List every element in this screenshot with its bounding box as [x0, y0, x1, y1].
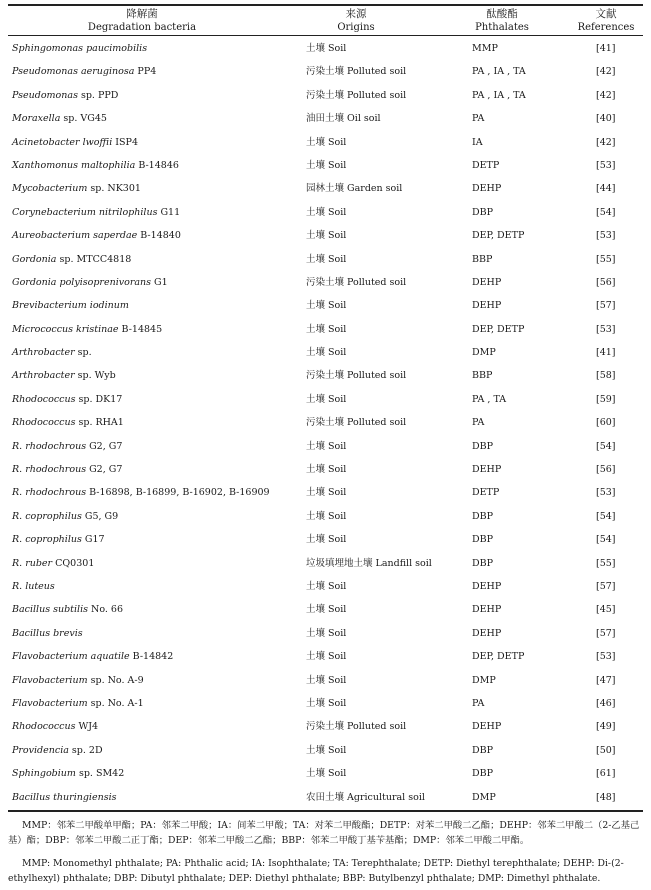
bacteria-cell — [12, 598, 123, 621]
origin-cell: 土壤 Soil — [306, 627, 347, 639]
bacteria-species: Acinetobacter lwoffii — [12, 136, 113, 148]
reference-cell: [47] — [596, 674, 616, 686]
bacteria-species: Flavobacterium — [12, 674, 88, 686]
reference-cell: [40] — [596, 113, 616, 125]
bacteria-species: R. coprophilus — [12, 534, 82, 546]
phthalate-cell: DEP, DETP — [472, 651, 525, 663]
bacteria-cell — [12, 107, 107, 130]
bacteria-cell — [12, 739, 103, 762]
reference-cell: [58] — [596, 370, 616, 382]
table-row — [0, 364, 651, 387]
phthalate-cell: PA , IA , TA — [472, 66, 526, 78]
bacteria-strain: B-14840 — [137, 230, 181, 242]
origin-cell: 土壤 Soil — [306, 534, 347, 546]
phthalate-cell: PA , IA , TA — [472, 89, 526, 101]
reference-cell: [46] — [596, 697, 616, 709]
bacteria-cell — [12, 154, 179, 177]
table-row — [0, 505, 651, 528]
phthalate-cell: DEHP — [472, 721, 502, 733]
reference-cell: [41] — [596, 43, 616, 54]
reference-cell: [54] — [596, 510, 616, 522]
bacteria-species: Bacillus thuringiensis — [12, 791, 117, 803]
reference-cell: [42] — [596, 89, 616, 101]
bacteria-species: Sphingobium — [12, 768, 76, 780]
phthalate-cell: MMP — [472, 43, 498, 54]
origin-cell: 土壤 Soil — [306, 510, 347, 522]
bacteria-cell — [12, 481, 270, 504]
phthalate-cell: DEHP — [472, 183, 502, 195]
reference-cell: [44] — [596, 183, 616, 195]
table-body — [0, 37, 651, 809]
table-row — [0, 341, 651, 364]
bacteria-species: Gordonia — [12, 253, 57, 265]
bacteria-strain: sp. SM42 — [75, 768, 125, 780]
phthalate-cell: DMP — [472, 674, 496, 686]
phthalate-cell: DBP — [472, 534, 493, 546]
origin-cell: 农田土壤 Agricultural soil — [306, 791, 425, 803]
bacteria-species: Providencia — [12, 744, 69, 756]
header-references-en: References — [577, 22, 635, 33]
reference-cell: [60] — [596, 417, 616, 429]
bacteria-cell — [12, 341, 92, 364]
reference-cell: [50] — [596, 744, 616, 756]
table-row — [0, 411, 651, 434]
bacteria-strain: B-14846 — [135, 159, 179, 171]
table-row — [0, 645, 651, 668]
table-row — [0, 528, 651, 551]
table-row — [0, 177, 651, 200]
table-row — [0, 575, 651, 598]
bacteria-strain: G2, G7 — [86, 440, 123, 452]
bacteria-strain: sp. No. A-1 — [87, 697, 144, 709]
bacteria-cell — [12, 177, 141, 200]
phthalate-cell: PA — [472, 113, 485, 125]
bacteria-species: R. coprophilus — [12, 510, 82, 522]
bacteria-species: Flavobacterium aquatile — [12, 651, 130, 663]
table-row — [0, 715, 651, 738]
origin-cell: 园林土壤 Garden soil — [306, 183, 403, 195]
origin-cell: 土壤 Soil — [306, 487, 347, 499]
bacteria-strain: G17 — [81, 534, 105, 546]
phthalate-cell: DEHP — [472, 464, 502, 476]
reference-cell: [53] — [596, 159, 616, 171]
table-row — [0, 598, 651, 621]
table-row — [0, 154, 651, 177]
reference-cell: [57] — [596, 300, 616, 312]
reference-cell: [49] — [596, 721, 616, 733]
table-row — [0, 622, 651, 645]
bacteria-species: Micrococcus kristinae — [12, 323, 119, 335]
origin-cell: 土壤 Soil — [306, 253, 347, 265]
reference-cell: [57] — [596, 580, 616, 592]
table-row — [0, 786, 651, 809]
phthalate-cell: DBP — [472, 768, 493, 780]
reference-cell: [55] — [596, 253, 616, 265]
bacteria-species: Rhodococcus — [12, 393, 76, 405]
bacteria-cell — [12, 692, 144, 715]
bacteria-strain: sp. PPD — [77, 89, 119, 101]
table-top-rule — [8, 4, 643, 6]
origin-cell: 土壤 Soil — [306, 768, 347, 780]
reference-cell: [55] — [596, 557, 616, 569]
bacteria-species: Bacillus subtilis — [12, 604, 88, 616]
bacteria-strain: ISP4 — [112, 136, 138, 148]
bacteria-cell — [12, 388, 122, 411]
origin-cell: 土壤 Soil — [306, 206, 347, 218]
bacteria-cell — [12, 645, 173, 668]
phthalate-cell: DBP — [472, 440, 493, 452]
bacteria-strain: G11 — [157, 206, 181, 218]
bacteria-strain: B-14845 — [118, 323, 163, 335]
reference-cell: [41] — [596, 347, 616, 359]
bacteria-cell — [12, 248, 131, 271]
header-origins-cn: 来源 — [345, 8, 367, 20]
header-bacteria-cn: 降解菌 — [126, 8, 158, 20]
origin-cell: 土壤 Soil — [306, 674, 347, 686]
origin-cell: 土壤 Soil — [306, 136, 347, 148]
bacteria-species: Corynebacterium nitrilophilus — [12, 206, 158, 218]
bacteria-species: Rhodococcus — [12, 417, 76, 429]
bacteria-strain: sp. DK17 — [75, 393, 123, 405]
reference-cell: [54] — [596, 440, 616, 452]
phthalate-cell: BBP — [472, 253, 493, 265]
bacteria-strain: G5, G9 — [81, 510, 119, 522]
bacteria-species: R. ruber — [12, 557, 53, 569]
phthalate-cell: PA , TA — [472, 393, 507, 405]
table-row — [0, 84, 651, 107]
origin-cell: 土壤 Soil — [306, 347, 347, 359]
bacteria-cell — [12, 318, 162, 341]
bacteria-species: R. rhodochrous — [12, 464, 87, 476]
origin-cell: 土壤 Soil — [306, 604, 347, 616]
bacteria-species: Gordonia polyisoprenivorans — [12, 276, 152, 288]
table-row — [0, 552, 651, 575]
origin-cell: 污染土壤 Polluted soil — [306, 66, 407, 78]
phthalate-cell: DBP — [472, 744, 493, 756]
table-row — [0, 762, 651, 785]
bacteria-strain: sp. — [74, 347, 92, 359]
bacteria-cell — [12, 575, 55, 598]
table-row — [0, 458, 651, 481]
origin-cell: 土壤 Soil — [306, 744, 347, 756]
bacteria-species: Brevibacterium iodinum — [12, 300, 129, 312]
phthalate-cell: DEP, DETP — [472, 323, 525, 335]
reference-cell: [61] — [596, 768, 616, 780]
origin-cell: 土壤 Soil — [306, 440, 347, 452]
table-row — [0, 224, 651, 247]
reference-cell: [54] — [596, 534, 616, 546]
header-bacteria — [8, 8, 276, 34]
origin-cell: 污染土壤 Polluted soil — [306, 370, 407, 382]
header-references-cn: 文献 — [595, 8, 617, 20]
origin-cell: 土壤 Soil — [306, 43, 347, 54]
bacteria-strain: B-16898, B-16899, B-16902, B-16909 — [86, 487, 270, 499]
bacteria-cell — [12, 131, 138, 154]
phthalate-cell: DBP — [472, 557, 493, 569]
table-bottom-rule — [8, 810, 643, 812]
reference-cell: [53] — [596, 230, 616, 242]
table-row — [0, 318, 651, 341]
bacteria-species: Pseudomonas — [12, 89, 78, 101]
bacteria-strain: sp. Wyb — [74, 370, 116, 382]
bacteria-species: Arthrobacter — [12, 370, 75, 382]
phthalate-cell: DETP — [472, 487, 500, 499]
bacteria-cell — [12, 528, 105, 551]
phthalate-cell: DETP — [472, 159, 500, 171]
bacteria-strain: G2, G7 — [86, 464, 123, 476]
table-row — [0, 60, 651, 83]
reference-cell: [53] — [596, 651, 616, 663]
footnote-en: MMP: Monomethyl phthalate; PA: Phthalic acid; IA: Isophthalate; TA: Terephthalate; DETP: Diethyl terephthalate; DEHP: Di-(2-ethylhexyl) phthalate; DBP: Dibutyl phthalate; DEP: Diethyl phthalate; BBP: Butylbenzyl phthalate; DMP: Dimethyl phthalate. — [8, 858, 624, 884]
origin-cell: 污染土壤 Polluted soil — [306, 417, 407, 429]
phthalate-cell: DEHP — [472, 627, 502, 639]
table-row — [0, 435, 651, 458]
bacteria-cell — [12, 552, 94, 575]
phthalate-cell: DMP — [472, 347, 496, 359]
header-phthalates-en: Phthalates — [475, 22, 529, 33]
phthalate-cell: DEHP — [472, 580, 502, 592]
bacteria-cell — [12, 411, 124, 434]
bacteria-species: Sphingomonas paucimobilis — [12, 43, 148, 54]
phthalate-cell: PA — [472, 697, 485, 709]
origin-cell: 土壤 Soil — [306, 651, 347, 663]
bacteria-strain: PP4 — [134, 66, 157, 78]
origin-cell: 土壤 Soil — [306, 300, 347, 312]
bacteria-species: Bacillus brevis — [12, 627, 83, 639]
phthalate-cell: IA — [472, 136, 483, 148]
bacteria-species: Rhodococcus — [12, 721, 76, 733]
table-row — [0, 37, 651, 60]
phthalate-cell: DEP, DETP — [472, 230, 525, 242]
reference-cell: [59] — [596, 393, 616, 405]
bacteria-cell — [12, 505, 118, 528]
header-references — [570, 8, 642, 34]
bacteria-cell — [12, 224, 181, 247]
bacteria-species: Mycobacterium — [12, 183, 88, 195]
reference-cell: [42] — [596, 136, 616, 148]
reference-cell: [57] — [596, 627, 616, 639]
table-row — [0, 739, 651, 762]
origin-cell: 垃圾填埋地土壤 Landfill soil — [306, 557, 432, 569]
table-row — [0, 294, 651, 317]
bacteria-strain: No. 66 — [87, 604, 123, 616]
origin-cell: 污染土壤 Polluted soil — [306, 721, 407, 733]
bacteria-cell — [12, 786, 117, 809]
reference-cell: [42] — [596, 66, 616, 78]
phthalate-cell: DEHP — [472, 276, 502, 288]
bacteria-cell — [12, 435, 122, 458]
table-header-rule — [8, 35, 643, 36]
bacteria-strain: sp. 2D — [68, 744, 103, 756]
bacteria-species: Aureobacterium saperdae — [12, 230, 138, 242]
header-phthalates-cn: 酞酸酯 — [486, 8, 518, 20]
bacteria-species: Xanthomonus maltophilia — [12, 159, 136, 171]
bacteria-strain: sp. VG45 — [60, 113, 107, 125]
phthalate-cell: DEHP — [472, 604, 502, 616]
origin-cell: 土壤 Soil — [306, 697, 347, 709]
table-row — [0, 248, 651, 271]
bacteria-species: Moraxella — [12, 113, 61, 125]
bacteria-species: R. luteus — [12, 580, 55, 592]
bacteria-cell — [12, 294, 129, 317]
bacteria-cell — [12, 458, 122, 481]
origin-cell: 油田土壤 Oil soil — [306, 113, 381, 125]
origin-cell: 土壤 Soil — [306, 230, 347, 242]
header-phthalates — [462, 8, 542, 34]
bacteria-cell — [12, 84, 118, 107]
origin-cell: 污染土壤 Polluted soil — [306, 276, 407, 288]
bacteria-cell — [12, 271, 168, 294]
bacteria-cell — [12, 364, 116, 387]
reference-cell: [53] — [596, 487, 616, 499]
bacteria-species: Flavobacterium — [12, 697, 88, 709]
reference-cell: [45] — [596, 604, 616, 616]
phthalate-cell: DEHP — [472, 300, 502, 312]
table-row — [0, 271, 651, 294]
phthalate-cell: BBP — [472, 370, 493, 382]
header-origins — [296, 8, 416, 34]
table-row — [0, 131, 651, 154]
phthalate-cell: DMP — [472, 791, 496, 803]
reference-cell: [48] — [596, 791, 616, 803]
bacteria-species: Arthrobacter — [12, 347, 75, 359]
table-row — [0, 481, 651, 504]
bacteria-cell — [12, 37, 147, 60]
bacteria-strain: B-14842 — [129, 651, 174, 663]
bacteria-cell — [12, 715, 98, 738]
origin-cell: 土壤 Soil — [306, 393, 347, 405]
bacteria-species: R. rhodochrous — [12, 440, 87, 452]
bacteria-species: R. rhodochrous — [12, 487, 87, 499]
reference-cell: [56] — [596, 464, 616, 476]
bacteria-cell — [12, 201, 180, 224]
phthalate-cell: PA — [472, 417, 485, 429]
table-row — [0, 201, 651, 224]
origin-cell: 土壤 Soil — [306, 464, 347, 476]
footnote-cn: MMP：邻苯二甲酸单甲酯；PA：邻苯二甲酸；IA：间苯二甲酸；TA：对苯二甲酸酯；DETP：对苯二甲酸二乙酯；DEHP：邻苯二甲酸二（2-乙基己基）酯；DBP：邻苯二甲酸二正丁酯；DEP：邻苯二甲酸二乙酯；BBP：邻苯二甲酸丁基苄基酯；DMP：邻苯二甲酸二甲酯。 — [8, 820, 640, 846]
bacteria-strain: WJ4 — [75, 721, 99, 733]
bacteria-strain: sp. NK301 — [87, 183, 141, 195]
bacteria-cell — [12, 762, 124, 785]
bacteria-strain: CQ0301 — [52, 557, 95, 569]
phthalate-cell: DBP — [472, 510, 493, 522]
table-row — [0, 692, 651, 715]
reference-cell: [56] — [596, 276, 616, 288]
reference-cell: [54] — [596, 206, 616, 218]
bacteria-strain: sp. MTCC4818 — [56, 253, 132, 265]
origin-cell: 土壤 Soil — [306, 323, 347, 335]
bacteria-cell — [12, 622, 83, 645]
origin-cell: 土壤 Soil — [306, 580, 347, 592]
header-origins-en: Origins — [337, 22, 375, 33]
phthalate-cell: DBP — [472, 206, 493, 218]
bacteria-strain: G1 — [151, 276, 168, 288]
bacteria-cell — [12, 60, 156, 83]
origin-cell: 土壤 Soil — [306, 159, 347, 171]
bacteria-strain: sp. No. A-9 — [87, 674, 144, 686]
table-row — [0, 669, 651, 692]
header-bacteria-en: Degradation bacteria — [87, 22, 197, 33]
reference-cell: [53] — [596, 323, 616, 335]
origin-cell: 污染土壤 Polluted soil — [306, 89, 407, 101]
table-row — [0, 388, 651, 411]
bacteria-strain: sp. RHA1 — [75, 417, 124, 429]
bacteria-cell — [12, 669, 144, 692]
bacteria-species: Pseudomonas aeruginosa — [12, 66, 135, 78]
table-row — [0, 107, 651, 130]
